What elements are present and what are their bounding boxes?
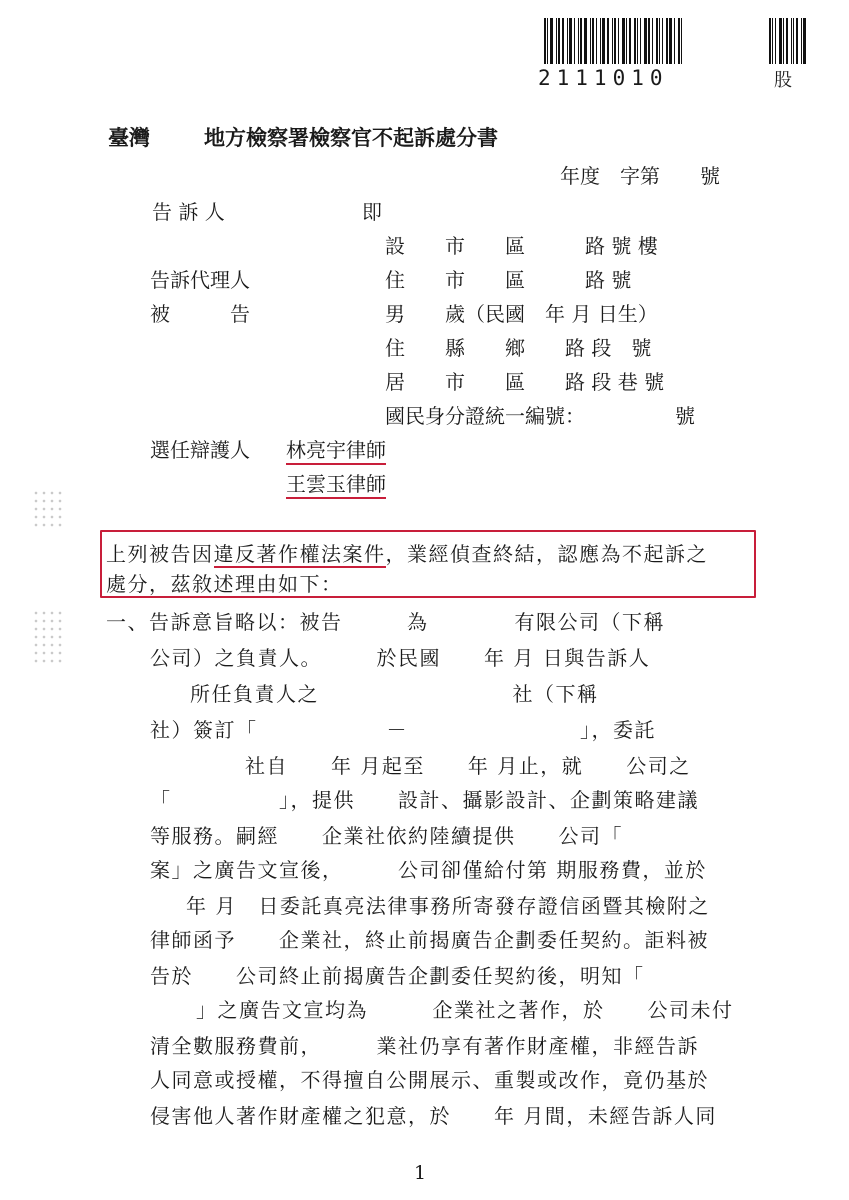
barcode-bar <box>803 18 806 64</box>
boxed-pre: 上列被告因 <box>106 542 214 566</box>
page-title: 地方檢察署檢察官不起訴處分書 <box>204 125 498 150</box>
barcode-bar <box>791 18 792 64</box>
barcode-bar <box>637 18 638 64</box>
boxed-line-2: 處分，茲敘述理由如下： <box>106 572 343 596</box>
barcode-bar <box>558 18 560 64</box>
barcode-bar <box>547 18 548 64</box>
barcode-unit <box>769 18 808 64</box>
barcode-bar <box>644 18 647 64</box>
barcode-bar <box>656 18 658 64</box>
barcode-bar <box>786 18 788 64</box>
defense-lawyer-2: 王雲玉律師 <box>286 468 386 499</box>
document-code: 2111010 <box>538 66 669 90</box>
barcode-bar <box>600 18 601 64</box>
body-line: 案」之廣告文宣後， 公司卻僅給付第 期服務費，並於 <box>150 858 707 882</box>
barcode-bar <box>550 18 553 64</box>
body-line: 等服務。嗣經 企業社依約陸續提供 公司「 <box>150 824 623 848</box>
body-line: 社自 年 月起至 年 月止，就 公司之 <box>245 754 691 778</box>
barcode-bar <box>648 18 650 64</box>
barcode-bar <box>793 18 794 64</box>
barcode-bar <box>652 18 653 64</box>
barcode-bar <box>596 18 597 64</box>
body-line: 」之廣告文宣均為 企業社之著作，於 公司未付 <box>196 998 734 1022</box>
barcode-bar <box>612 18 613 64</box>
party-detail-address: 設 市 區 路 號 樓 <box>385 234 658 258</box>
barcode-bar <box>634 18 636 64</box>
unit-label: 股 <box>774 70 792 91</box>
party-detail-id: 國民身分證統一編號： 號 <box>385 404 695 428</box>
barcode-bar <box>678 18 680 64</box>
barcode-bar <box>584 18 587 64</box>
barcode-bar <box>659 18 660 64</box>
title-region: 臺灣 <box>108 125 150 150</box>
party-detail-agent: 住 市 區 路 號 <box>385 268 632 292</box>
party-detail-residence: 住 縣 鄉 路 段 號 <box>385 336 652 360</box>
body-line: 一、告訴意旨略以：被告 為 有限公司（下稱 <box>106 610 665 634</box>
barcode-bar <box>674 18 675 64</box>
barcode-bar <box>772 18 773 64</box>
body-line: 「 」，提供 設計、攝影設計、企劃策略建議 <box>150 788 699 812</box>
case-type-highlight: 違反著作權法案件 <box>213 542 386 566</box>
barcode-bar <box>801 18 802 64</box>
body-line: 社）簽訂「 － 」，委託 <box>150 718 656 742</box>
body-line: 所任負責人之 社（下稱 <box>190 682 599 706</box>
barcode-bar <box>569 18 572 64</box>
barcode-bar <box>769 18 771 64</box>
defense-label: 選任辯護人 <box>150 438 250 462</box>
barcode-bar <box>779 18 782 64</box>
barcode-bar <box>562 18 564 64</box>
party-role-complainant: 告 訴 人 <box>152 200 225 224</box>
barcode-bar <box>640 18 641 64</box>
barcode-bar <box>622 18 625 64</box>
case-number: 年度 字第 號 <box>560 164 720 188</box>
barcode-bar <box>578 18 579 64</box>
scan-dots-left-lower <box>32 610 66 666</box>
barcode-bar <box>681 18 682 64</box>
page-number: 1 <box>414 1162 427 1184</box>
party-role-defendant: 被 告 <box>150 302 250 326</box>
body-line: 告於 公司終止前揭廣告企劃委任契約後，明知「 <box>150 964 645 988</box>
barcode-bar <box>666 18 668 64</box>
barcode-bar <box>556 18 557 64</box>
body-line: 年 月 日委託真亮法律事務所寄發存證信函暨其檢附之 <box>186 894 710 918</box>
barcode-bar <box>783 18 784 64</box>
barcode-bar <box>574 18 575 64</box>
barcode-bar <box>544 18 546 64</box>
barcode-bar <box>607 18 609 64</box>
barcode-bar <box>669 18 672 64</box>
barcode-bar <box>614 18 616 64</box>
scan-dots-left <box>32 490 66 530</box>
barcode-bar <box>629 18 631 64</box>
body-line: 人同意或授權，不得擅自公開展示、重製或改作，竟仍基於 <box>150 1068 709 1092</box>
barcode-bar <box>796 18 798 64</box>
body-line: 公司）之負責人。 於民國 年 月 日與告訴人 <box>150 646 651 670</box>
party-detail-defendant: 男 歲（民國 年 月 日生） <box>385 302 658 326</box>
party-detail-dwelling: 居 市 區 路 段 巷 號 <box>385 370 665 394</box>
barcode-bar <box>626 18 627 64</box>
boxed-post: ，業經偵查終結，認應為不起訴之 <box>385 542 708 566</box>
body-line: 清全數服務費前， 業社仍享有著作財產權，非經告訴 <box>150 1034 699 1058</box>
barcode-bar <box>662 18 663 64</box>
barcode-bar <box>592 18 594 64</box>
barcode-bar <box>775 18 776 64</box>
barcode-bar <box>567 18 568 64</box>
boxed-line-1 <box>106 538 708 567</box>
party-detail-complainant: 即 <box>362 200 382 224</box>
body-line: 律師函予 企業社，終止前揭廣告企劃委任契約。詎料被 <box>150 928 709 952</box>
barcode-bar <box>580 18 582 64</box>
barcode-bar <box>602 18 605 64</box>
party-role-agent: 告訴代理人 <box>150 268 250 292</box>
barcode-main <box>544 18 684 64</box>
barcode-bar <box>618 18 619 64</box>
body-line: 侵害他人著作財產權之犯意，於 年 月間，未經告訴人同 <box>150 1104 717 1128</box>
barcode-bar <box>590 18 591 64</box>
defense-lawyer-1: 林亮宇律師 <box>286 434 386 465</box>
